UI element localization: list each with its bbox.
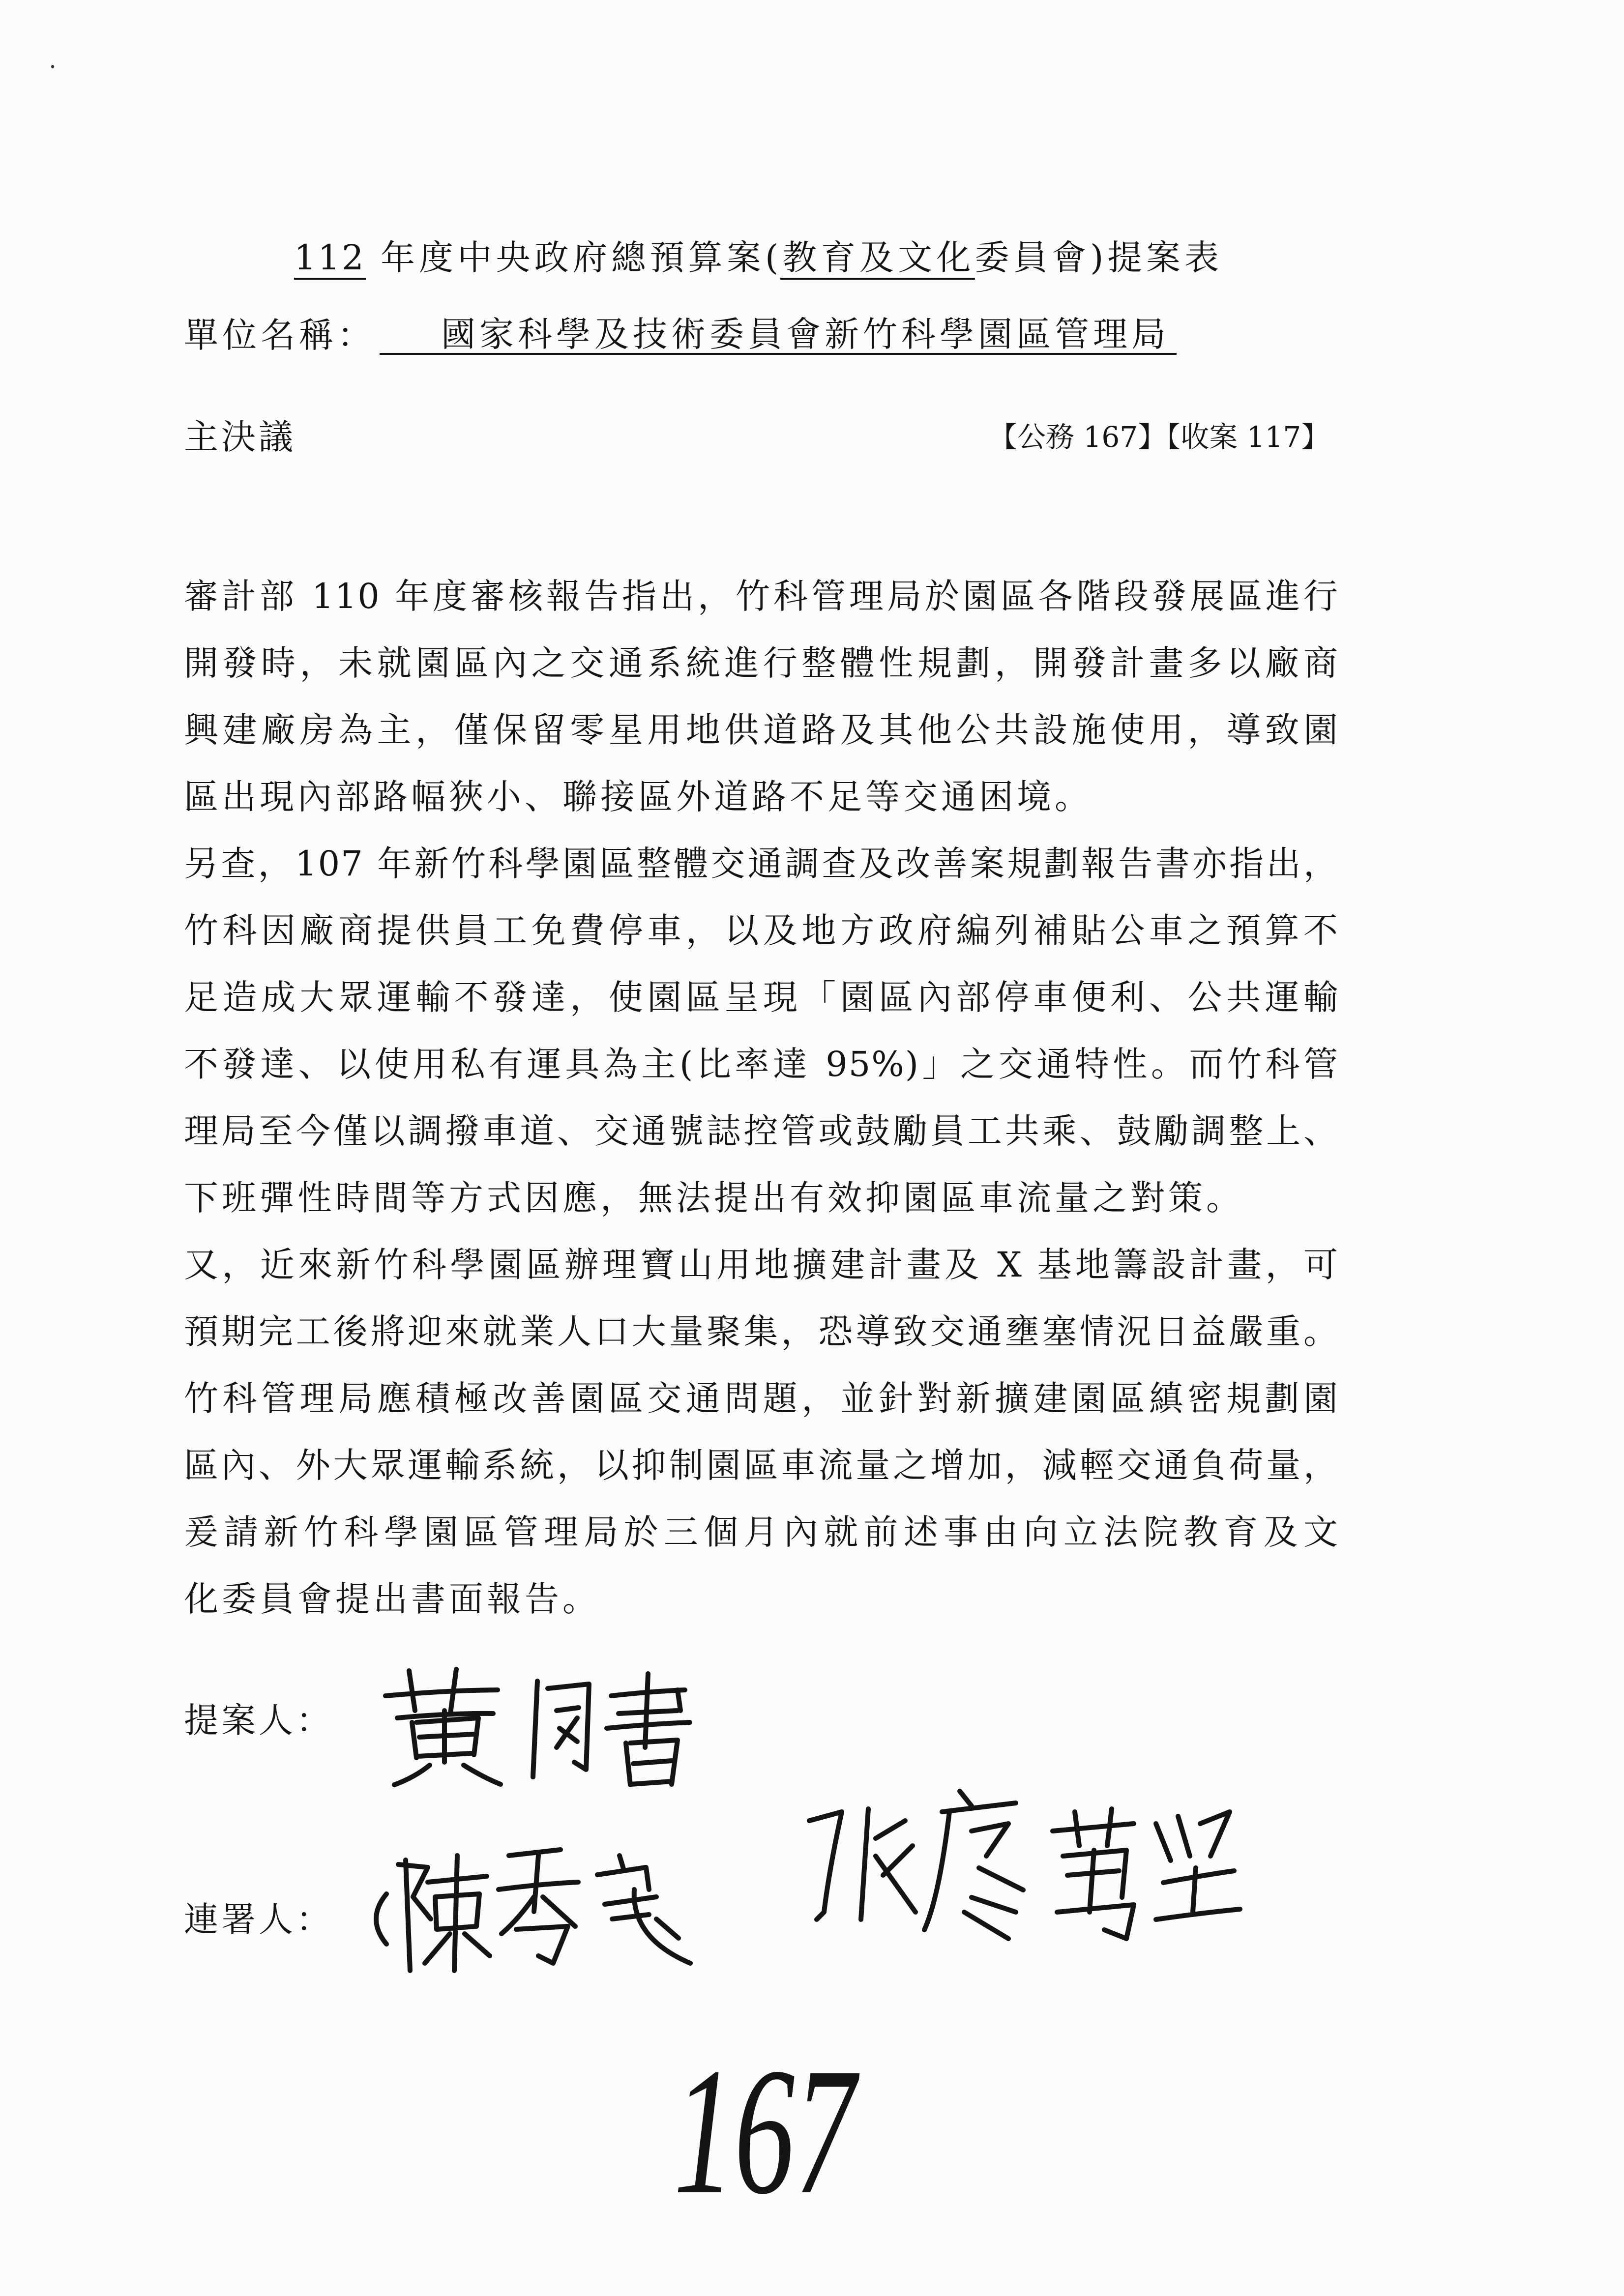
body-line: 化委員會提出書面報告。 [184, 1579, 600, 1619]
signature-stroke [376, 1894, 386, 1944]
handwritten-page-number: 167 [674, 2031, 861, 2232]
body-line: 審計部 110 年度審核報告指出，竹科管理局於園區各階段發展區進行 [184, 576, 1339, 616]
body-line: 足造成大眾運輸不發達，使園區呈現「園區內部停車便利、公共運輸 [184, 977, 1339, 1017]
signature-stroke [633, 1761, 672, 1764]
signature-stroke [1075, 1812, 1079, 1846]
body-line: 開發時，未就園區內之交通系統進行整體性規劃，開發計畫多以廠商 [184, 643, 1339, 683]
signature-stroke [398, 1864, 431, 1919]
signature-stroke [924, 1812, 949, 1930]
signature-stroke [809, 1812, 842, 1919]
signature-stroke [1163, 1871, 1234, 1883]
proposal-body [184, 563, 1339, 1632]
signature-stroke [464, 1765, 501, 1784]
paragraph [184, 563, 1339, 830]
body-line: 竹科管理局應積極改善園區交通問題，並針對新擴建園區縝密規劃園 [184, 1378, 1339, 1419]
signature-stroke [543, 1897, 575, 1926]
signature-stroke [534, 1856, 538, 1912]
scan-speck [51, 65, 54, 68]
title-text-after-committee: 委員會)提案表 [974, 237, 1221, 278]
cosigner-label: 連署人： [184, 1899, 333, 1940]
body-line: 下班彈性時間等方式因應，無法提出有效抑園區車流量之對策。 [184, 1178, 1244, 1218]
signature-stroke [972, 1824, 1008, 1856]
signature-stroke [557, 1718, 577, 1747]
signature-stroke [979, 1868, 1023, 1890]
signature-stroke [678, 1690, 680, 1711]
signature-stroke [619, 1711, 678, 1714]
body-line: 又，近來新竹科學園區辦理寶山用地擴建計畫及 X 基地籌設計畫，可 [184, 1245, 1339, 1285]
proposer-signature [375, 1662, 700, 1790]
title-committee: 教育及文化 [780, 237, 974, 280]
signature-stroke [394, 1765, 430, 1785]
cosigner-signature-2 [802, 1782, 1244, 1954]
signature-stroke [450, 1669, 456, 1714]
signature-stroke [1156, 1909, 1240, 1919]
body-line: 興建廠房為主，僅保留零星用地供道路及其他公共設施使用，導致園 [184, 710, 1339, 750]
signature-stroke [883, 1846, 913, 1875]
resolution-type: 主決議 [184, 417, 296, 457]
body-line: 不發達、以使用私有運具為主(比率達 95%)」之交通特性。而竹科管 [184, 1044, 1339, 1084]
signature-stroke [1053, 1824, 1134, 1831]
signature-stroke [425, 1934, 450, 1963]
signature-stroke [557, 1708, 579, 1711]
body-line: 竹科因廠商提供員工免費停車，以及地方政府編列補貼公車之預算不 [184, 910, 1339, 951]
signature-stroke [942, 1803, 1016, 1812]
signature-stroke [605, 1897, 656, 1904]
signature-stroke [612, 1915, 649, 1919]
signature-stroke [861, 1809, 868, 1919]
signature-stroke [406, 1860, 410, 1971]
signature-stroke [516, 1926, 568, 1963]
cosigner-signature-1 [366, 1841, 695, 1981]
paragraph [184, 830, 1339, 1231]
signature-stroke [385, 1690, 498, 1696]
signature-stroke [960, 1791, 972, 1806]
proposer-label: 提案人： [184, 1700, 333, 1741]
signature-stroke [454, 1856, 457, 1971]
signature-stroke [1057, 1905, 1134, 1939]
handwritten-page-number-wrapper [664, 2031, 870, 2232]
signature-stroke [1090, 1850, 1094, 1912]
body-line: 區內、外大眾運輸系統，以抑制園區車流量之增加，減輕交通負荷量， [184, 1445, 1339, 1485]
signature-stroke [1193, 1868, 1196, 1912]
title-year: 112 [294, 237, 366, 280]
signature-stroke [1156, 1824, 1171, 1860]
signature-stroke [465, 1934, 490, 1956]
signature-stroke [964, 1912, 1008, 1939]
signature-stroke [656, 1919, 679, 1938]
body-line: 另查，107 年新竹科學園區整體交通調查及改善案規劃報告書亦指出， [184, 843, 1339, 884]
signature-stroke [972, 1897, 1016, 1912]
signature-stroke [620, 1856, 624, 1870]
body-line: 理局至今僅以調撥車道、交通號誌控管或鼓勵員工共乘、鼓勵調整上、 [184, 1111, 1339, 1151]
document-title [294, 235, 1221, 280]
signature-stroke [1178, 1816, 1190, 1856]
body-line: 區出現內部路幅狹小、聯接區外道路不足等交通困境。 [184, 777, 1093, 817]
signature-stroke [409, 1671, 415, 1711]
signature-stroke [630, 1781, 672, 1784]
signature-stroke [626, 1743, 630, 1785]
signature-stroke [876, 1821, 905, 1838]
paragraph [184, 1231, 1339, 1632]
signature-stroke [1200, 1812, 1230, 1856]
unit-label: 單位名稱： [184, 315, 376, 355]
unit-name: 國家科學及技術委員會新竹科學園區管理局 [380, 316, 1177, 355]
title-text-before-committee: 年度中央政府總預算案( [365, 237, 781, 278]
case-numbers: 【公務 167】【收案 117】 [989, 420, 1330, 454]
signature-stroke [509, 1850, 561, 1856]
body-line: 爰請新竹科學園區管理局於三個月內就前述事由向立法院教育及文 [184, 1512, 1339, 1552]
signature-stroke [533, 1681, 537, 1777]
body-line: 預期完工後將迎來就業人口大量聚集，恐導致交通壅塞情況日益嚴重。 [184, 1311, 1339, 1352]
signature-stroke [412, 1722, 416, 1758]
signature-stroke [1107, 1809, 1112, 1846]
